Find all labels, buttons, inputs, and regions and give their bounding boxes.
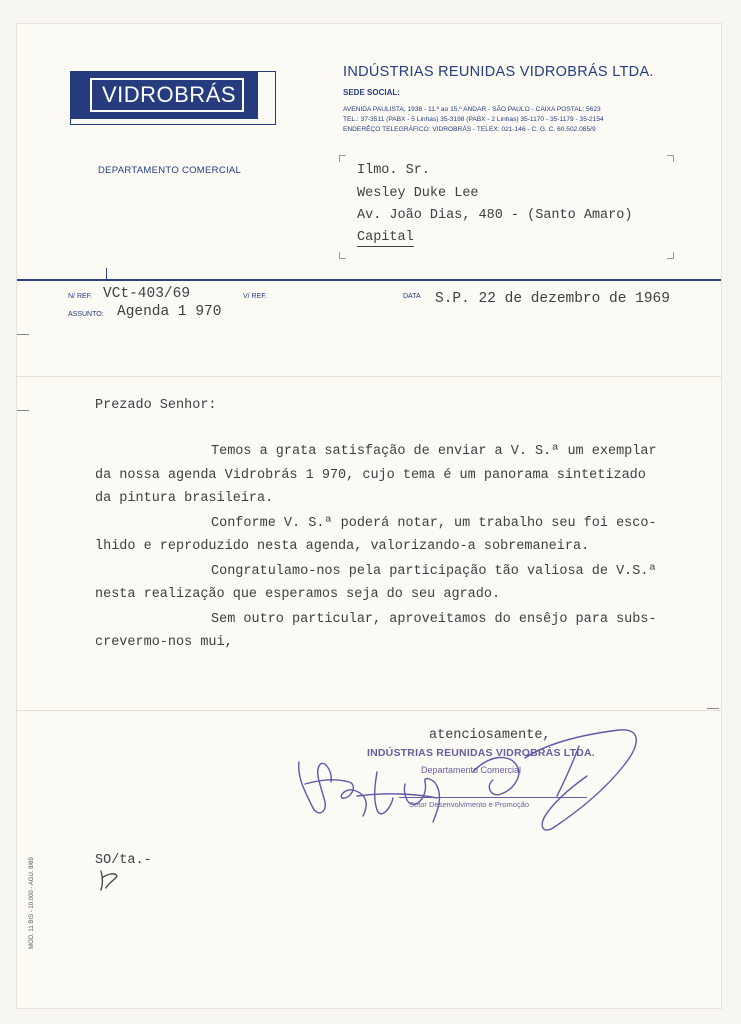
recipient-salutation: Ilmo. Sr.: [357, 163, 430, 178]
paragraph-line: da pintura brasileira.: [95, 491, 274, 506]
paragraph-line: Conforme V. S.ª poderá notar, um trabalho seu foi esco-: [211, 516, 657, 531]
address-line: AVENIDA PAULISTA, 1938 - 11.º ao 15.º ANDAR - SÃO PAULO - CAIXA POSTAL: 5623: [343, 106, 601, 113]
corner-mark: [339, 155, 346, 162]
handwritten-initial: [97, 868, 123, 892]
recipient-address: Av. João Dias, 480 - (Santo Amaro): [357, 208, 633, 223]
your-ref-label: V/ REF.: [243, 293, 267, 300]
corner-mark: [339, 252, 346, 259]
subject-value: Agenda 1 970: [117, 304, 222, 320]
paragraph-line: nesta realização que esperamos seja do seu agrado.: [95, 587, 501, 602]
form-code: MOD. 11 BIS - 10.000 - AGU. 8/69: [29, 857, 35, 949]
margin-tick: [707, 708, 719, 709]
logo-text: VIDROBRÁS: [101, 82, 237, 107]
fold-line: [17, 376, 721, 377]
our-ref-value: VCt-403/69: [103, 286, 191, 302]
rule-tick: [106, 268, 107, 280]
letter-page: [17, 24, 721, 1008]
handwritten-signature: [287, 712, 647, 842]
margin-tick: [17, 334, 29, 335]
date-value: S.P. 22 de dezembro de 1969: [435, 291, 670, 307]
fold-line: [17, 710, 721, 711]
subject-label: ASSUNTO:: [68, 311, 104, 318]
recipient-city: Capital: [357, 230, 414, 245]
paragraph-line: lhido e reproduzido nesta agenda, valorizando-a sobremaneira.: [95, 539, 590, 554]
stamp-department: Departamento Comercial: [421, 765, 522, 775]
date-label: DATA: [403, 293, 421, 300]
margin-tick: [17, 410, 29, 411]
typist-initials: SO/ta.-: [95, 853, 152, 868]
recipient-name: Wesley Duke Lee: [357, 186, 479, 201]
stamp-company: INDÚSTRIAS REUNIDAS VIDROBRÁS LTDA.: [367, 747, 595, 759]
header-rule: [17, 279, 721, 281]
paragraph-line: crevermo-nos mui,: [95, 635, 233, 650]
stamp-sector: Setor Desenvolvimento e Promoção: [409, 800, 530, 809]
department-label: DEPARTAMENTO COMERCIAL: [98, 165, 242, 176]
paragraph-line: Congratulamo-nos pela participação tão valiosa de V.S.ª: [211, 564, 657, 579]
paragraph-line: Temos a grata satisfação de enviar a V. S.ª um exemplar: [211, 444, 657, 459]
corner-mark: [667, 155, 674, 162]
greeting: Prezado Senhor:: [95, 398, 217, 413]
corner-mark: [667, 252, 674, 259]
telephone-line: TEL.: 37-3511 (PABX - 5 Linhas) 35-3198 (PABX - 2 Linhas) 35-1170 - 35-1179 - 35-2154: [343, 116, 604, 123]
telegraph-line: ENDERÊÇO TELEGRÁFICO: VIDROBRÁS - TELEX: 021-146 - C. G. C. 60.502.085/9: [343, 126, 596, 133]
paragraph-line: Sem outro particular, aproveitamos do ensêjo para subs-: [211, 612, 657, 627]
valediction: atenciosamente,: [429, 728, 551, 743]
company-name: INDÚSTRIAS REUNIDAS VIDROBRÁS LTDA.: [343, 64, 654, 80]
paragraph-line: da nossa agenda Vidrobrás 1 970, cujo tema é um panorama sintetizado: [95, 468, 646, 483]
company-logo: [70, 71, 258, 119]
our-ref-label: N/ REF.: [68, 293, 93, 300]
sede-label: SEDE SOCIAL:: [343, 88, 400, 97]
